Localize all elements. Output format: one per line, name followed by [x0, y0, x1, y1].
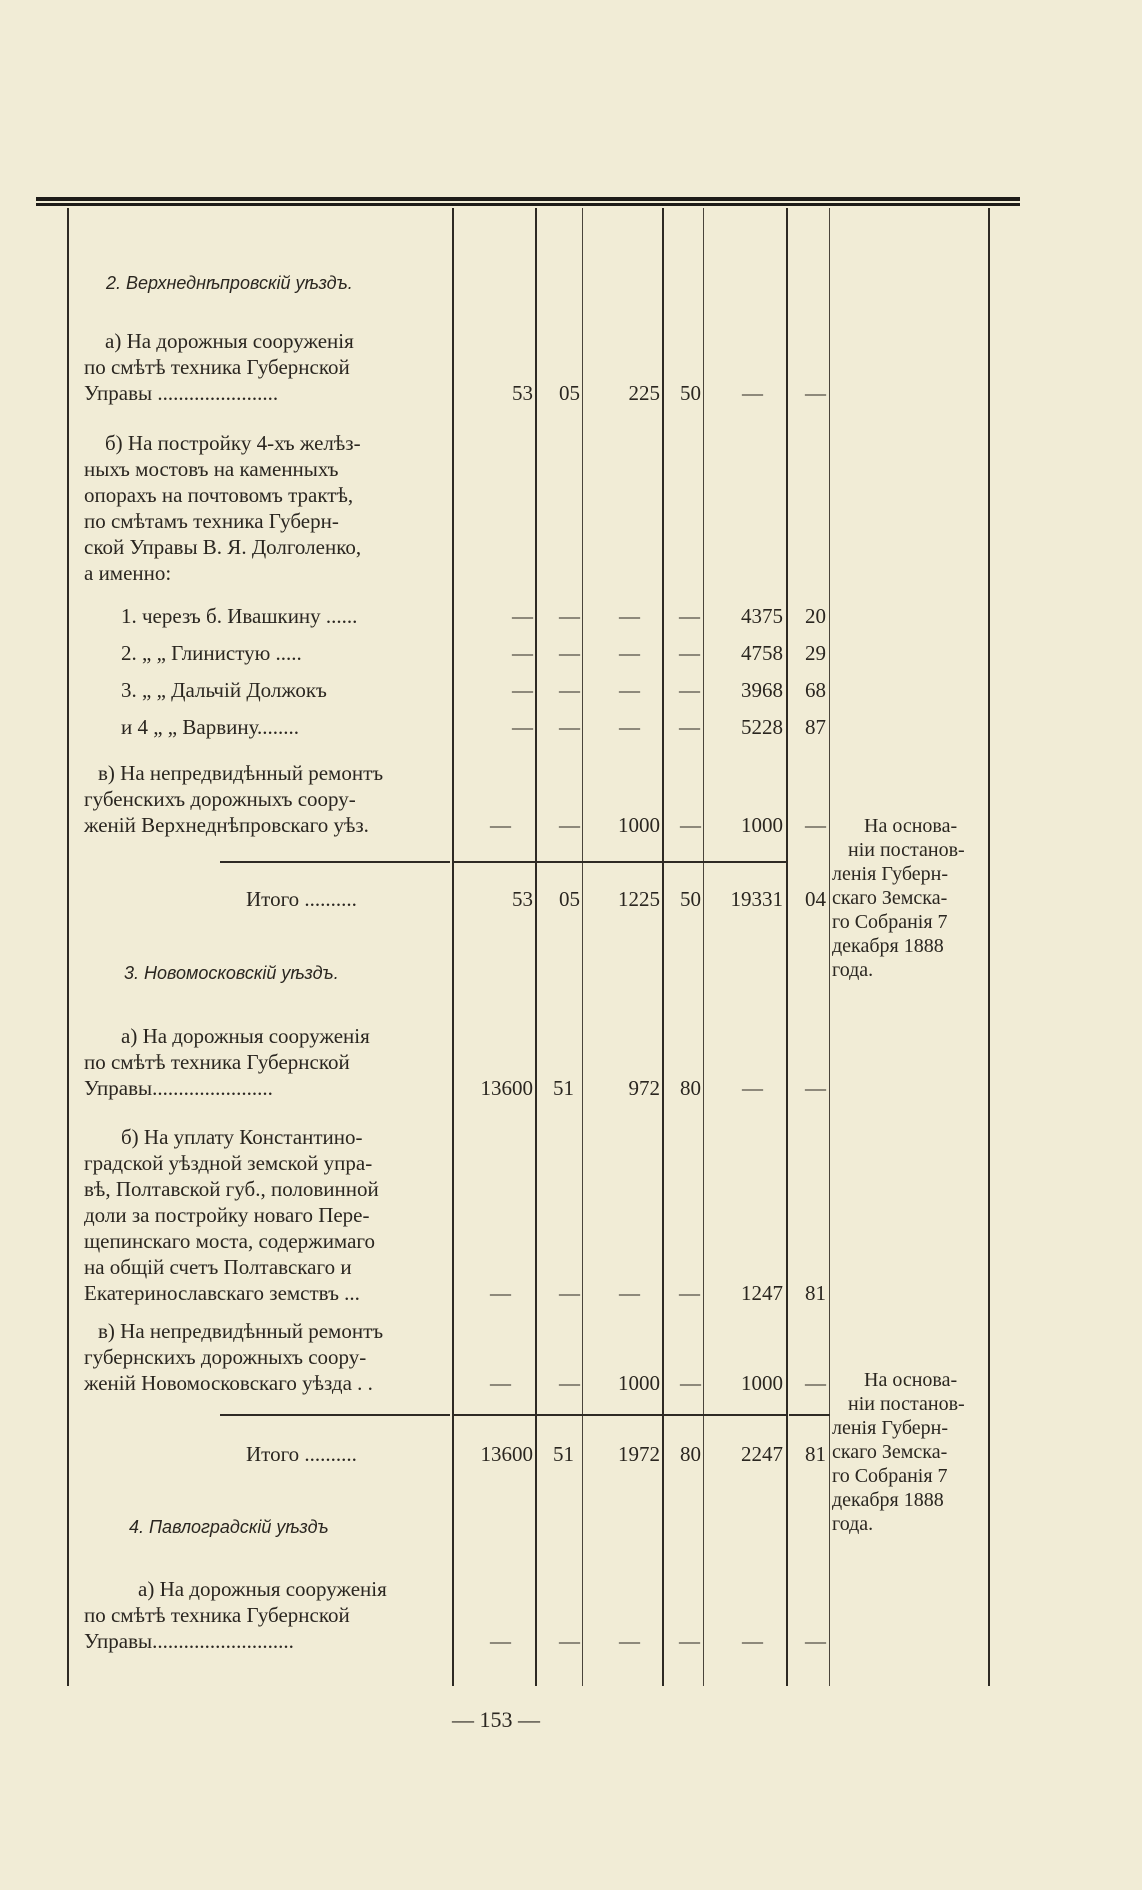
- value-cell: 225: [628, 381, 660, 405]
- value-cell: —: [679, 1281, 700, 1305]
- value-cell: —: [512, 678, 533, 702]
- page-number: — 153 —: [452, 1707, 540, 1732]
- value-cell: 80: [680, 1076, 701, 1100]
- item-text-line: в) На непредвидѣнный ремонтъ: [98, 1319, 384, 1343]
- value-cell: —: [619, 678, 640, 702]
- total-cell: 51: [553, 1442, 574, 1466]
- value-cell: 87: [805, 715, 826, 739]
- value-cell: —: [680, 813, 701, 837]
- note-line: ніи постанов-: [848, 1393, 965, 1415]
- column-line: [829, 208, 830, 1686]
- value-cell: 05: [559, 381, 580, 405]
- bridge-label: 1. черезъ б. Ивашкину ......: [121, 604, 358, 628]
- value-cell: 1000: [618, 813, 660, 837]
- value-cell: —: [559, 715, 580, 739]
- column-line: [988, 208, 990, 1686]
- value-cell: 1000: [618, 1371, 660, 1395]
- value-cell: —: [512, 715, 533, 739]
- value-cell: 1000: [741, 1371, 783, 1395]
- top-rule-lower: [36, 203, 1020, 206]
- top-rule: [36, 197, 1020, 201]
- value-cell: 972: [628, 1076, 660, 1100]
- item-text-line: женій Новомосковскаго уѣзда . .: [84, 1371, 373, 1395]
- item-text-line: в) На непредвидѣнный ремонтъ: [98, 761, 384, 785]
- value-cell: —: [742, 1629, 763, 1653]
- value-cell: —: [679, 604, 700, 628]
- item-text-line: градской уѣздной земской упра-: [84, 1151, 373, 1175]
- total-cell: 2247: [741, 1442, 783, 1466]
- value-cell: —: [805, 1076, 826, 1100]
- item-text-line: по смѣтѣ техника Губернской: [84, 1050, 350, 1074]
- total-cell: 81: [805, 1442, 826, 1466]
- value-cell: —: [619, 641, 640, 665]
- note-line: На основа-: [864, 1369, 958, 1391]
- value-cell: —: [742, 1076, 763, 1100]
- note-line: года.: [832, 959, 874, 981]
- value-cell: 53: [512, 381, 533, 405]
- value-cell: —: [805, 1371, 826, 1395]
- bridge-label: и 4 „ „ Варвину........: [121, 715, 299, 739]
- item-text-line: Управы.......................: [84, 1076, 273, 1100]
- column-line: [67, 208, 69, 1686]
- value-cell: —: [559, 678, 580, 702]
- value-cell: —: [619, 604, 640, 628]
- item-text-line: Екатеринославскаго земствъ ...: [84, 1281, 360, 1305]
- value-cell: 51: [553, 1076, 574, 1100]
- item-text-line: ской Управы В. Я. Долголенко,: [84, 535, 362, 559]
- total-label: Итого ..........: [246, 1442, 357, 1466]
- note-line: На основа-: [864, 815, 958, 837]
- item-text-line: по смѣтѣ техника Губернской: [84, 1603, 350, 1627]
- value-cell: —: [679, 715, 700, 739]
- value-cell: 3968: [741, 678, 783, 702]
- value-cell: 1000: [741, 813, 783, 837]
- column-line: [582, 208, 583, 1686]
- total-cell: 1225: [618, 887, 660, 911]
- item-text-line: щепинскаго моста, содержимаго: [84, 1229, 375, 1253]
- value-cell: 4375: [741, 604, 783, 628]
- item-text-line: а) На дорожныя сооруженія: [121, 1024, 370, 1048]
- note-line: го Собранія 7: [832, 911, 948, 933]
- value-cell: —: [679, 1629, 700, 1653]
- total-cell: 1972: [618, 1442, 660, 1466]
- value-cell: 1247: [741, 1281, 783, 1305]
- total-cell: 05: [559, 887, 580, 911]
- item-text-line: а) На дорожныя сооруженія: [138, 1577, 387, 1601]
- item-text-line: губернскихъ дорожныхъ соору-: [84, 1345, 367, 1369]
- section-heading: 4. Павлоградскій уѣздъ: [129, 1517, 329, 1537]
- value-cell: —: [619, 1629, 640, 1653]
- value-cell: —: [512, 641, 533, 665]
- sum-line: [789, 1414, 830, 1416]
- total-cell: 53: [512, 887, 533, 911]
- sum-line: [220, 1414, 450, 1416]
- sum-line: [454, 861, 786, 863]
- item-text-line: б) На уплату Константино-: [121, 1125, 363, 1149]
- value-cell: —: [742, 381, 763, 405]
- note-line: года.: [832, 1513, 874, 1535]
- sum-line: [454, 1414, 786, 1416]
- column-line: [452, 208, 454, 1686]
- value-cell: 50: [680, 381, 701, 405]
- note-line: го Собранія 7: [832, 1465, 948, 1487]
- value-cell: —: [679, 641, 700, 665]
- section-heading: 2. Верхнеднѣпровскій уѣздъ.: [106, 273, 353, 293]
- value-cell: —: [619, 1281, 640, 1305]
- section-heading: 3. Новомосковскій уѣздъ.: [124, 963, 339, 983]
- note-line: скаго Земска-: [832, 887, 948, 909]
- note-line: декабря 1888: [832, 1489, 944, 1511]
- value-cell: —: [490, 813, 511, 837]
- value-cell: 5228: [741, 715, 783, 739]
- note-line: скаго Земска-: [832, 1441, 948, 1463]
- value-cell: —: [490, 1371, 511, 1395]
- note-line: ніи постанов-: [848, 839, 965, 861]
- item-text-line: вѣ, Полтавской губ., половинной: [84, 1177, 379, 1201]
- value-cell: —: [490, 1281, 511, 1305]
- value-cell: —: [805, 813, 826, 837]
- column-line: [703, 208, 704, 1686]
- total-cell: 19331: [730, 887, 783, 911]
- sum-line: [220, 861, 450, 863]
- item-text-line: по смѣтѣ техника Губернской: [84, 355, 350, 379]
- value-cell: —: [680, 1371, 701, 1395]
- total-cell: 80: [680, 1442, 701, 1466]
- item-text-line: губенскихъ дорожныхъ соору-: [84, 787, 356, 811]
- item-text-line: женій Верхнеднѣпровскаго уѣз.: [84, 813, 369, 837]
- value-cell: —: [559, 1281, 580, 1305]
- total-cell: 04: [805, 887, 826, 911]
- value-cell: —: [559, 641, 580, 665]
- value-cell: —: [512, 604, 533, 628]
- value-cell: —: [805, 1629, 826, 1653]
- value-cell: 81: [805, 1281, 826, 1305]
- item-text-line: опорахъ на почтовомъ трактѣ,: [84, 483, 354, 507]
- value-cell: —: [559, 813, 580, 837]
- note-line: ленія Губерн-: [832, 1417, 949, 1439]
- item-text-line: б) На постройку 4-хъ желѣз-: [105, 431, 361, 455]
- note-line: декабря 1888: [832, 935, 944, 957]
- bridge-label: 2. „ „ Глинистую .....: [121, 641, 302, 665]
- item-text-line: а именно:: [84, 561, 172, 585]
- bridge-label: 3. „ „ Дальчій Должокъ: [121, 678, 327, 702]
- total-cell: 13600: [480, 1442, 533, 1466]
- item-text-line: доли за постройку новаго Пере-: [84, 1203, 370, 1227]
- value-cell: —: [619, 715, 640, 739]
- value-cell: —: [679, 678, 700, 702]
- item-text-line: а) На дорожныя сооруженія: [105, 329, 354, 353]
- value-cell: 68: [805, 678, 826, 702]
- value-cell: 29: [805, 641, 826, 665]
- value-cell: —: [559, 1371, 580, 1395]
- value-cell: —: [559, 604, 580, 628]
- value-cell: 4758: [741, 641, 783, 665]
- item-text-line: Управы...........................: [84, 1629, 294, 1653]
- item-text-line: ныхъ мостовъ на каменныхъ: [84, 457, 339, 481]
- item-text-line: на общій счетъ Полтавскаго и: [84, 1255, 352, 1279]
- value-cell: 20: [805, 604, 826, 628]
- value-cell: —: [559, 1629, 580, 1653]
- value-cell: 13600: [480, 1076, 533, 1100]
- note-line: ленія Губерн-: [832, 863, 949, 885]
- item-text-line: Управы .......................: [84, 381, 279, 405]
- value-cell: —: [490, 1629, 511, 1653]
- total-label: Итого ..........: [246, 887, 357, 911]
- total-cell: 50: [680, 887, 701, 911]
- item-text-line: по смѣтамъ техника Губерн-: [84, 509, 339, 533]
- value-cell: —: [805, 381, 826, 405]
